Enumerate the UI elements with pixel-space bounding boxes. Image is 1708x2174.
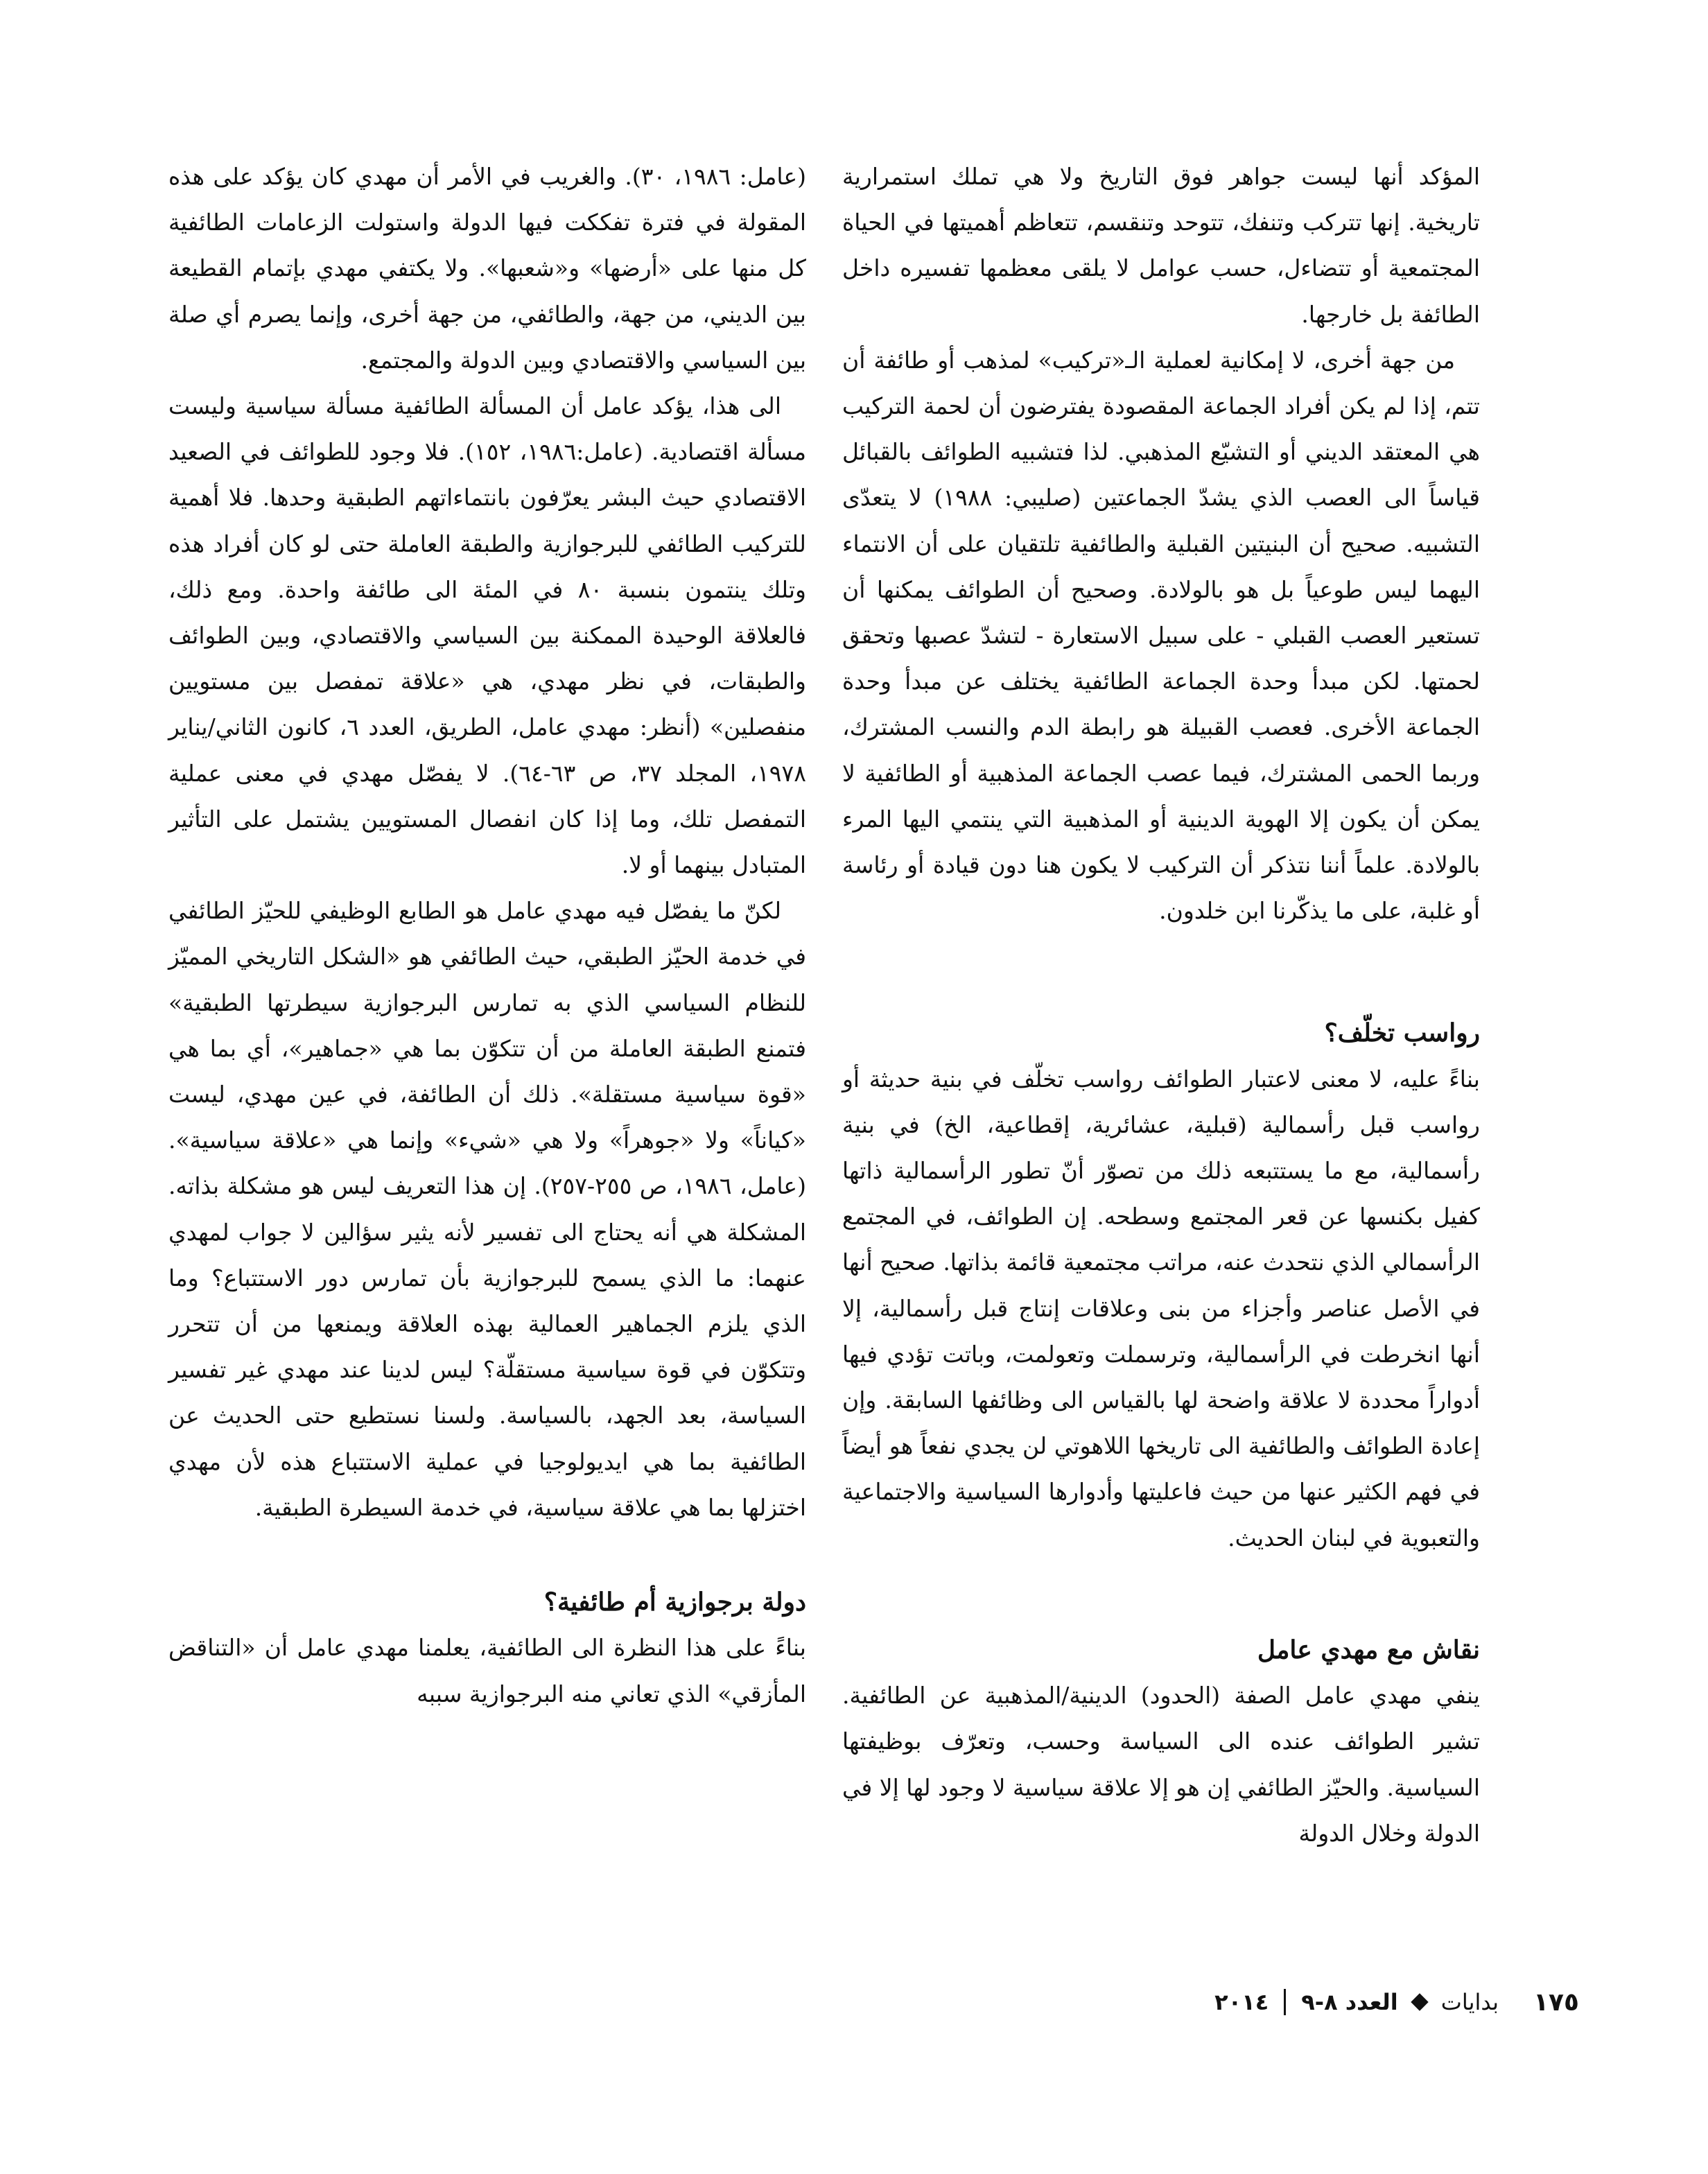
- left-paragraph-1: (عامل: ١٩٨٦، ٣٠). والغريب في الأمر أن مهدي كان يؤكد على هذه المقولة في فترة تفككت فيها الدولة واستولت الزعامات الطائفية كل منها على «أرضها» و«شعبها». ولا يكتفي مهدي بإتمام القطيعة بين الديني، من جهة، والطائفي، من جهة أخرى، وإنما يصرم أي صلة بين السياسي والاقتصادي وبين الدولة والمجتمع.: [168, 163, 807, 374]
- right-paragraph-2: من جهة أخرى، لا إمكانية لعملية الـ«تركيب» لمذهب أو طائفة أن تتم، إذا لم يكن أفراد الجماعة المقصودة يفترضون أن لحمة التركيب هي المعتقد الديني أو التشيّع المذهبي. لذا فتشبيه الطوائف بالقبائل قياساً الى العصب الذي يشدّ الجماعتين (صليبي: ١٩٨٨) لا يتعدّى التشبيه. صحيح أن البنيتين القبلية والطائفية تلتقيان على أن الانتماء اليهما ليس طوعياً بل هو بالولادة. وصحيح أن الطوائف يمكنها أن تستعير العصب القبلي - على سبيل الاستعارة - لتشدّ عصبها وتحقق لحمتها. لكن مبدأ وحدة الجماعة الطائفية يختلف عن مبدأ وحدة الجماعة الأخرى. فعصب القبيلة هو رابطة الدم والنسب المشترك، وربما الحمى المشترك، فيما عصب الجماعة المذهبية أو الطائفية لا يمكن أن يكون إلا الهوية الدينية أو المذهبية التي ينتمي اليها المرء بالولادة. علماً أننا نتذكر أن التركيب لا يكون هنا دون قيادة أو رئاسة أو غلبة، على ما يذكّرنا ابن خلدون.: [842, 346, 1480, 925]
- section-heading-debate: نقاش مع مهدي عامل: [1257, 1635, 1480, 1664]
- right-paragraph-4: ينفي مهدي عامل الصفة (الحدود) الدينية/المذهبية عن الطائفية. تشير الطوائف عنده الى السياسة وحسب، وتعرّف بوظيفتها السياسية. والحيّز الطائفي إن هو إلا علاقة سياسية لا وجود لها إلا في الدولة وخلال الدولة: [842, 1682, 1480, 1847]
- journal-name: بدايات: [1440, 1989, 1499, 2015]
- right-column: [842, 154, 1480, 1856]
- left-column: [168, 154, 806, 1717]
- page-footer: [1144, 1981, 1579, 2023]
- section-spacer: [842, 934, 1480, 1010]
- left-paragraph-4: بناءً على هذا النظرة الى الطائفية، يعلمنا مهدي عامل أن «التناقض المأزقي» الذي تعاني منه البرجوازية سببه: [168, 1634, 806, 1707]
- separator-bar: [1284, 1989, 1286, 2015]
- diamond-icon: [1411, 1993, 1428, 2010]
- section-heading-backwardness: رواسب تخلّف؟: [1324, 1018, 1480, 1048]
- issue-number: العدد ٨-٩: [1301, 1989, 1398, 2015]
- right-paragraph-3: بناءً عليه، لا معنى لاعتبار الطوائف رواسب تخلّف في بنية حديثة أو رواسب قبل رأسمالية (قبلية، عشائرية، إقطاعية، الخ) في بنية رأسمالية، مع ما يستتبعه ذلك من تصوّر أنّ تطور الرأسمالية ذاتها كفيل بكنسها عن قعر المجتمع وسطحه. إن الطوائف، في المجتمع الرأسمالي الذي نتحدث عنه، مراتب مجتمعية قائمة بذاتها. صحيح أنها في الأصل عناصر وأجزاء من بنى وعلاقات إنتاج قبل رأسمالية، إلا أنها انخرطت في الرأسمالية، وترسملت وتعولمت، وباتت تؤدي فيها أدواراً محددة لا علاقة واضحة لها بالقياس الى وظائفها السابقة. وإن إعادة الطوائف والطائفية الى تاريخها اللاهوتي لن يجدي نفعاً هو أيضاً في فهم الكثير عنها من حيث فاعليتها وأدوارها السياسية والاجتماعية والتعبوية في لبنان الحديث.: [842, 1065, 1480, 1551]
- section-heading-state: دولة برجوازية أم طائفية؟: [543, 1588, 806, 1617]
- left-paragraph-3: لكنّ ما يفصّل فيه مهدي عامل هو الطابع الوظيفي للحيّز الطائفي في خدمة الحيّز الطبقي، حيث الطائفي هو «الشكل التاريخي المميّز للنظام السياسي الذي به تمارس البرجوازية سيطرتها الطبقية» فتمنع الطبقة العاملة من أن تتكوّن بما هي «جماهير»، أي بما هي «قوة سياسية مستقلة». ذلك أن الطائفة، في عين مهدي، ليست «كياناً» ولا «جوهراً» ولا هي «شيء» وإنما هي «علاقة سياسية». (عامل، ١٩٨٦، ص ٢٥٥-٢٥٧). إن هذا التعريف ليس هو مشكلة بذاته. المشكلة هي أنه يحتاج الى تفسير لأنه يثير سؤالين لا جواب لمهدي عنهما: ما الذي يسمح للبرجوازية بأن تمارس دور الاستتباع؟ وما الذي يلزم الجماهير العمالية بهذه العلاقة ويمنعها من أن تتحرر وتتكوّن في قوة سياسية مستقلّة؟ ليس لدينا عند مهدي غير تفسير السياسة، بعد الجهد، بالسياسة. ولسنا نستطيع حتى الحديث عن الطائفية بما هي ايديولوجيا في عملية الاستتباع هذه لأن مهدي اختزلها بما هي علاقة سياسية، في خدمة السيطرة الطبقية.: [168, 897, 806, 1521]
- section-spacer: [168, 1531, 806, 1579]
- page-number: ١٧٥: [1533, 1988, 1579, 2017]
- section-spacer: [842, 1561, 1480, 1627]
- issue-year: ٢٠١٤: [1214, 1989, 1269, 2015]
- left-paragraph-2: الى هذا، يؤكد عامل أن المسألة الطائفية مسألة سياسية وليست مسألة اقتصادية. (عامل:١٩٨٦، ١٥٢). فلا وجود للطوائف في الصعيد الاقتصادي حيث البشر يعرّفون بانتماءاتهم الطبقية وحدها. فلا أهمية للتركيب الطائفي للبرجوازية والطبقة العاملة حتى لو كان أفراد هذه وتلك ينتمون بنسبة ٨٠ في المئة الى طائفة واحدة. ومع ذلك، فالعلاقة الوحيدة الممكنة بين السياسي والاقتصادي، وبين الطوائف والطبقات، في نظر مهدي، هي «علاقة تمفصل بين مستويين منفصلين» (أنظر: مهدي عامل، الطريق، العدد ٦، كانون الثاني/يناير ١٩٧٨، المجلد ٣٧، ص ٦٣-٦٤). لا يفصّل مهدي في معنى عملية التمفصل تلك، وما إذا كان انفصال المستويين يشتمل على التأثير المتبادل بينهما أو لا.: [168, 392, 807, 879]
- right-paragraph-1: المؤكد أنها ليست جواهر فوق التاريخ ولا هي تملك استمرارية تاريخية. إنها تتركب وتنفك، تتوحد وتنقسم، تتعاظم أهميتها في الحياة المجتمعية أو تتضاءل، حسب عوامل لا يلقى معظمها تفسيره داخل الطائفة بل خارجها.: [842, 163, 1480, 328]
